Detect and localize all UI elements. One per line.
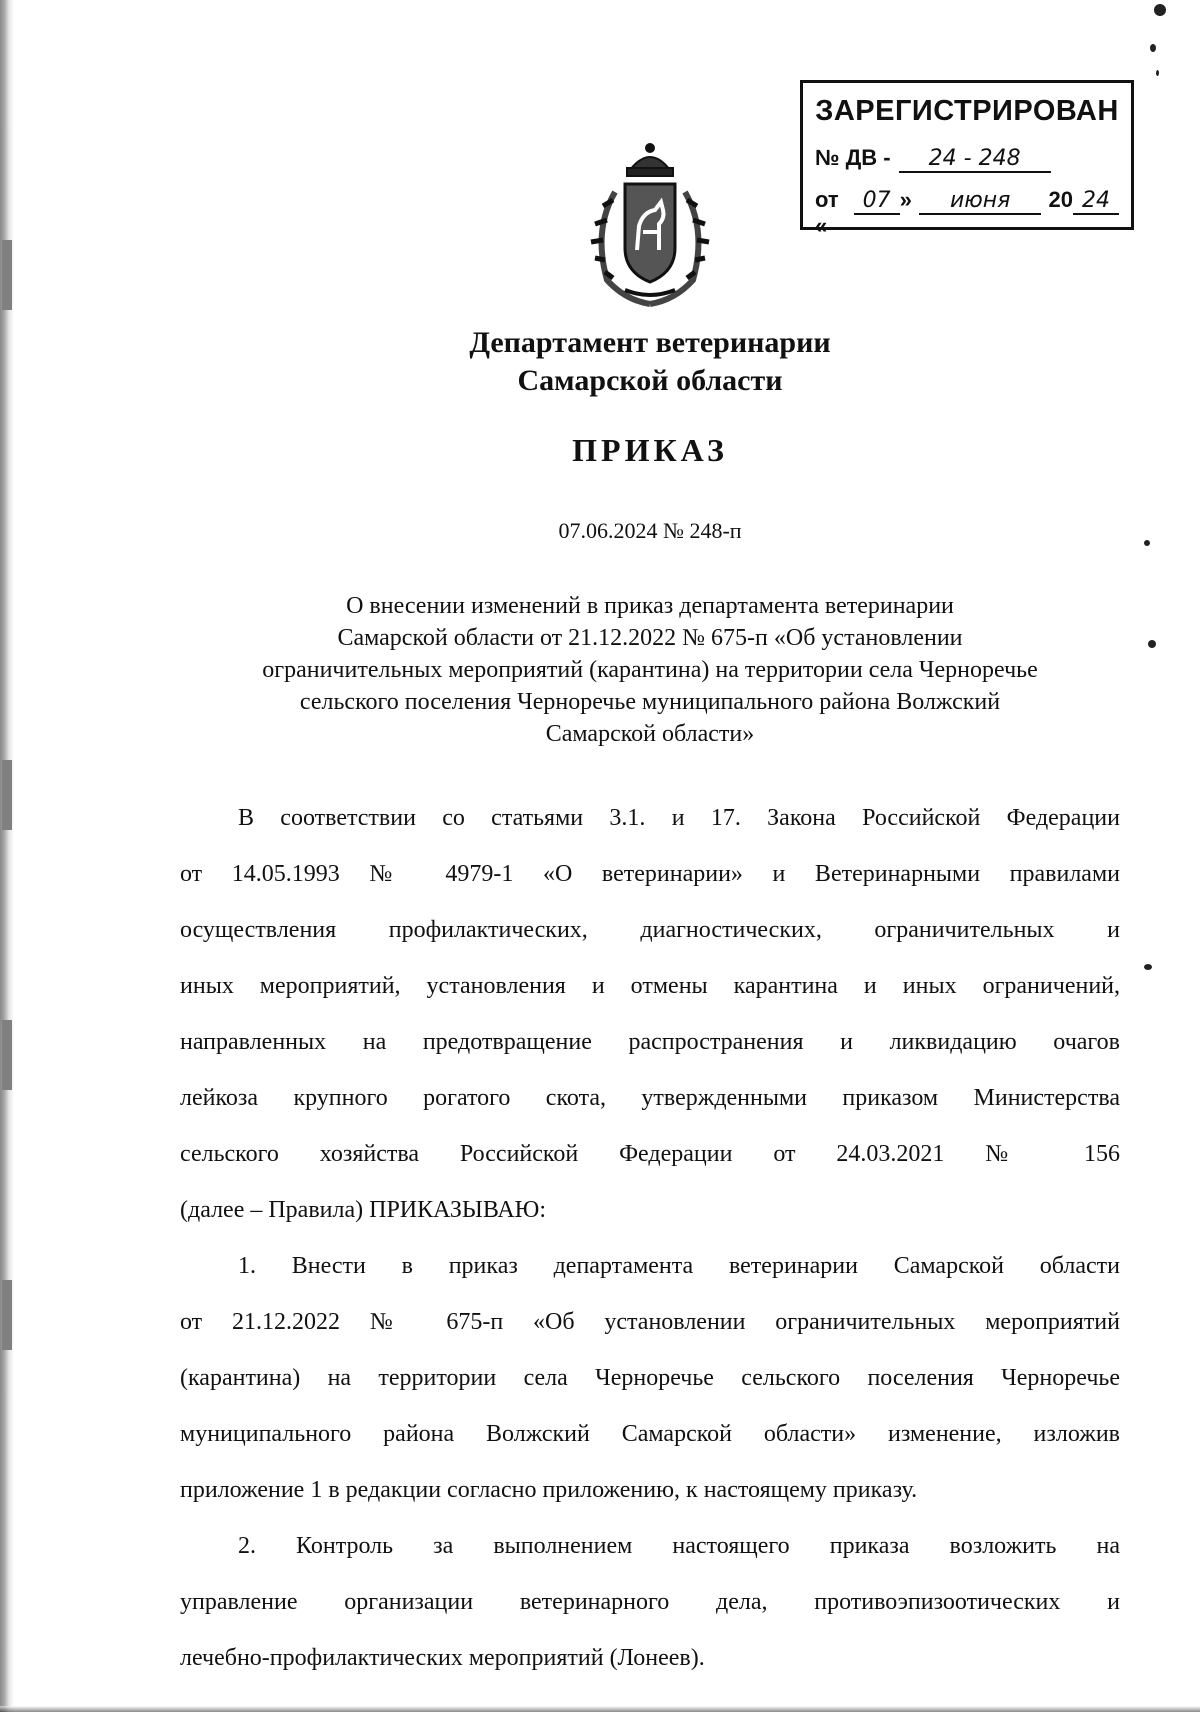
item-2-line: управление организации ветеринарного дела, противоэпизоотических и bbox=[180, 1589, 1120, 1615]
stamp-date-mid: » bbox=[899, 187, 912, 212]
preamble-line: направленных на предотвращение распространения и ликвидацию очагов bbox=[180, 1029, 1120, 1055]
order-subject bbox=[180, 590, 1120, 750]
order-date-number: 07.06.2024 № 248-п bbox=[558, 518, 742, 543]
preamble-paragraph bbox=[180, 790, 1120, 1238]
department-name-line1: Департамент ветеринарии bbox=[469, 326, 831, 359]
stamp-year-handwritten: 24 bbox=[1073, 188, 1119, 215]
scan-bottom-edge-artifact bbox=[0, 1706, 1200, 1712]
stamp-number-handwritten: 24 - 248 bbox=[899, 146, 1051, 173]
preamble-line: иных мероприятий, установления и отмены карантина и иных ограничений, bbox=[180, 973, 1120, 999]
preamble-line: осуществления профилактических, диагностических, ограничительных и bbox=[180, 917, 1120, 943]
stamp-month-handwritten: июня bbox=[919, 188, 1041, 215]
item-1-line: (карантина) на территории села Черноречье сельского поселения Черноречье bbox=[180, 1365, 1120, 1391]
stamp-date-line bbox=[815, 187, 1119, 239]
subject-line: О внесении изменений в приказ департамента ветеринарии bbox=[346, 593, 954, 619]
item-1-line: от 21.12.2022 № 675-п «Об установлении ограничительных мероприятий bbox=[180, 1309, 1120, 1335]
stamp-year-prefix: 20 bbox=[1048, 187, 1073, 212]
item-2-line: 2. Контроль за выполнением настоящего приказа возложить на bbox=[238, 1533, 1120, 1559]
stamp-title: ЗАРЕГИСТРИРОВАН bbox=[815, 95, 1119, 127]
item-1-line: муниципального района Волжский Самарской области» изменение, изложив bbox=[180, 1421, 1120, 1447]
item-1-paragraph bbox=[180, 1238, 1120, 1518]
item-2-paragraph bbox=[180, 1518, 1120, 1686]
item-2-line: лечебно-профилактических мероприятий (Лонеев). bbox=[180, 1645, 705, 1671]
stamp-day-handwritten: 07 bbox=[854, 188, 900, 215]
subject-line: Самарской области от 21.12.2022 № 675-п «Об установлении bbox=[337, 625, 963, 651]
scan-left-edge-artifact bbox=[0, 0, 14, 1712]
samara-oblast-coat-of-arms-icon bbox=[585, 140, 715, 308]
preamble-line: лейкоза крупного рогатого скота, утвержденными приказом Министерства bbox=[180, 1085, 1120, 1111]
preamble-line: от 14.05.1993 № 4979-1 «О ветеринарии» и Ветеринарными правилами bbox=[180, 861, 1120, 887]
document-type-title: ПРИКАЗ bbox=[572, 432, 728, 468]
registration-stamp bbox=[800, 80, 1134, 238]
subject-line: ограничительных мероприятий (карантина) на территории села Черноречье bbox=[262, 657, 1038, 683]
department-name-line2: Самарской области bbox=[517, 364, 783, 397]
preamble-line: сельского хозяйства Российской Федерации от 24.03.2021 № 156 bbox=[180, 1141, 1120, 1167]
subject-line: сельского поселения Черноречье муниципального района Волжский bbox=[299, 689, 1001, 715]
subject-line: Самарской области» bbox=[545, 721, 755, 747]
stamp-number-line bbox=[815, 145, 1119, 173]
order-body bbox=[180, 790, 1120, 1686]
preamble-line: (далее – Правила) ПРИКАЗЫВАЮ: bbox=[180, 1197, 546, 1223]
scan-specks bbox=[1142, 0, 1182, 1712]
item-1-line: 1. Внести в приказ департамента ветеринарии Самарской области bbox=[238, 1253, 1120, 1279]
preamble-line: В соответствии со статьями 3.1. и 17. Закона Российской Федерации bbox=[238, 805, 1120, 831]
stamp-number-prefix: № ДВ - bbox=[815, 145, 891, 170]
stamp-date-prefix: от « bbox=[815, 187, 839, 238]
item-1-line: приложение 1 в редакции согласно приложению, к настоящему приказу. bbox=[180, 1477, 918, 1503]
